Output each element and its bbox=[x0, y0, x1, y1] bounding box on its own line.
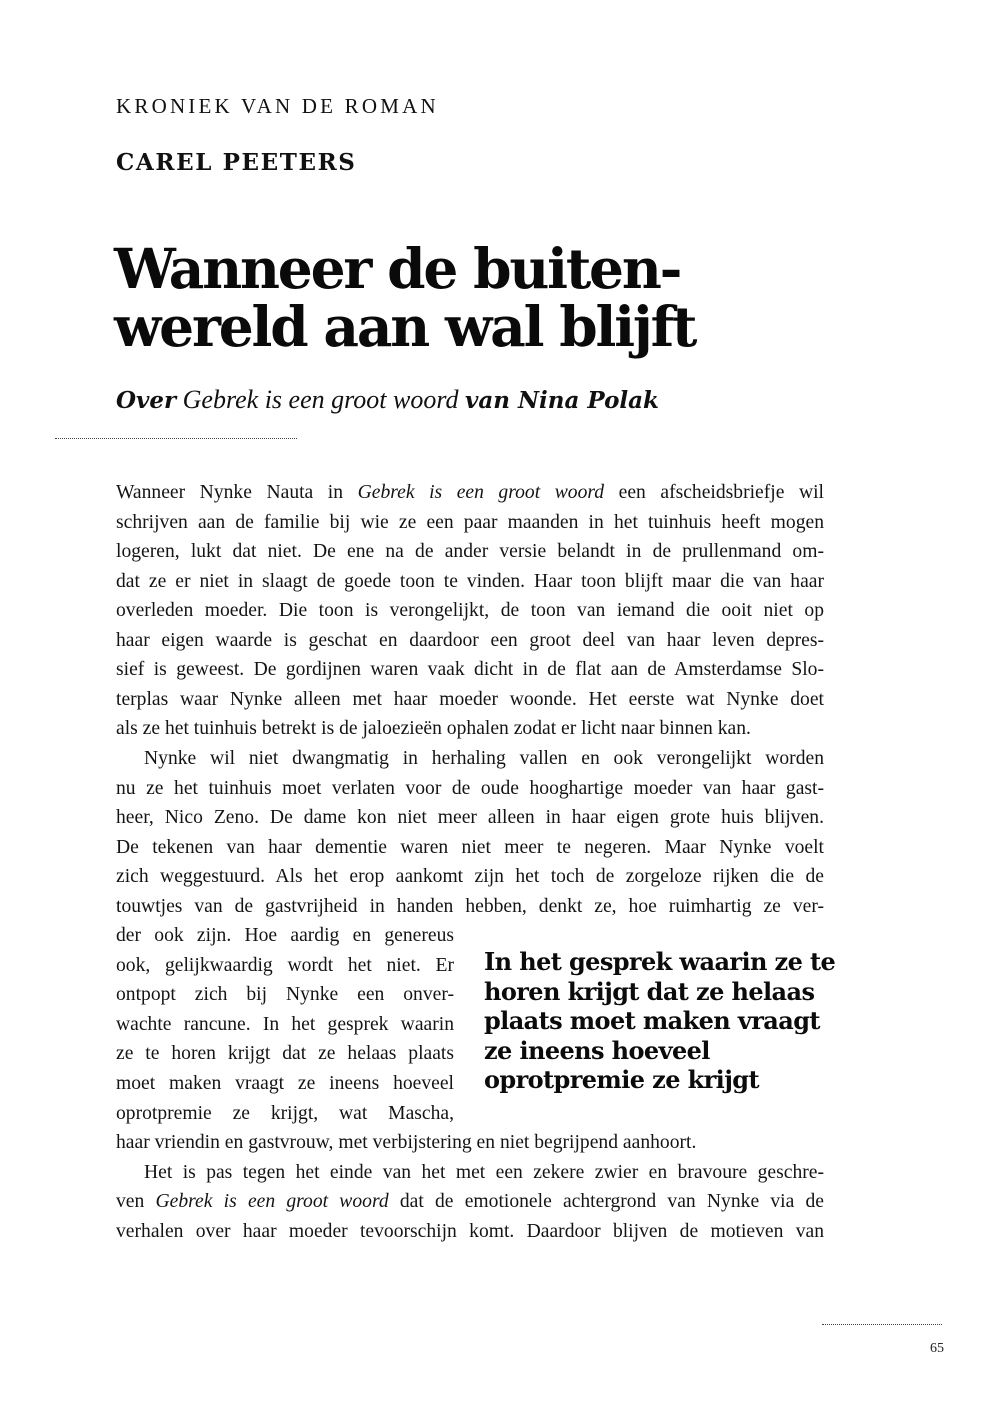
body-line bbox=[116, 774, 824, 804]
body-text-run: der ook zijn. Hoe aardig en genereus bbox=[116, 925, 454, 947]
body-line bbox=[116, 892, 824, 922]
body-text-run: Wanneer Nynke Nauta in bbox=[116, 482, 358, 503]
body-line bbox=[116, 567, 824, 597]
pull-quote-line: ze ineens hoeveel bbox=[484, 1035, 710, 1065]
body-text-run: dat ze er niet in slaagt de goede toon te vinden. Haar toon blijft maar die van haar bbox=[116, 570, 824, 592]
pull-quote-line: In het gesprek waarin ze te bbox=[484, 947, 836, 976]
body-line bbox=[116, 1069, 454, 1099]
body-text-run: terplas waar Nynke alleen met haar moeder woonde. Het eerste wat Nynke doet bbox=[116, 688, 824, 710]
body-text-run: overleden moeder. Die toon is verongelijkt, de toon van iemand die ooit niet op bbox=[116, 600, 824, 622]
body-line bbox=[116, 1099, 454, 1129]
body-line bbox=[116, 508, 824, 538]
body-line bbox=[116, 1128, 824, 1158]
body-text-run: ze te horen krijgt dat ze helaas plaats bbox=[116, 1043, 454, 1065]
body-text-run: haar vriendin en gastvrouw, met verbijstering en niet begrijpend aanhoort. bbox=[116, 1132, 697, 1154]
body-line bbox=[116, 951, 454, 981]
pull-quote bbox=[484, 947, 864, 1095]
body-line bbox=[116, 980, 454, 1010]
body-line bbox=[116, 1010, 454, 1040]
body-text-run: als ze het tuinhuis betrekt is de jaloezieën ophalen zodat er licht naar binnen kan. bbox=[116, 718, 751, 740]
body-text-run: dat de emotionele achtergrond van Nynke via de bbox=[388, 1191, 824, 1213]
body-text-run: ook, gelijkwaardig wordt het niet. Er bbox=[116, 954, 454, 976]
body-line bbox=[116, 685, 824, 715]
book-title-italic: Gebrek is een groot woord bbox=[357, 482, 605, 503]
body-text-run: sief is geweest. De gordijnen waren vaak dicht in de flat aan de Amsterdamse Slo- bbox=[116, 659, 824, 681]
author-name: CAREL PEETERS bbox=[116, 149, 357, 176]
body-text-run: zich weggestuurd. Als het erop aankomt zijn het toch de zorgeloze rijken die de bbox=[116, 866, 824, 888]
body-text-run: ven bbox=[116, 1191, 156, 1213]
pull-quote-line: oprotpremie ze krijgt bbox=[484, 1065, 759, 1095]
body-line bbox=[116, 1217, 824, 1247]
dotted-divider-footer bbox=[822, 1324, 942, 1325]
subtitle-book-title: Gebrek is een groot woord bbox=[182, 385, 459, 414]
body-line bbox=[116, 1187, 824, 1217]
pull-quote-line: plaats moet maken vraagt bbox=[484, 1006, 820, 1036]
dotted-divider bbox=[55, 438, 297, 439]
body-text-run: haar eigen waarde is geschat en daardoor een groot deel van haar leven depres- bbox=[116, 629, 824, 651]
body-text-run: ontpopt zich bij Nynke een onver- bbox=[116, 984, 454, 1006]
body-text-run: nu ze het tuinhuis moet verlaten voor de oude hooghartige moeder van haar gast- bbox=[116, 777, 824, 799]
body-text-run: heer, Nico Zeno. De dame kon niet meer alleen in haar eigen grote huis blijven. bbox=[116, 807, 824, 829]
body-text-run: verhalen over haar moeder tevoorschijn komt. Daardoor blijven de motieven van bbox=[116, 1220, 824, 1242]
body-text-run: schrijven aan de familie bij wie ze een paar maanden in het tuinhuis heeft mogen bbox=[116, 511, 824, 533]
body-line bbox=[116, 596, 824, 626]
subtitle-prefix: Over bbox=[116, 387, 177, 414]
body-text-run: een afscheidsbriefje wil bbox=[604, 482, 824, 503]
body-line bbox=[116, 744, 824, 774]
body-line bbox=[116, 1039, 454, 1069]
section-label: KRONIEK VAN DE ROMAN bbox=[116, 94, 439, 118]
body-line bbox=[116, 803, 824, 833]
article-subtitle bbox=[116, 385, 659, 415]
body-line bbox=[116, 626, 824, 656]
body-line bbox=[116, 537, 824, 567]
headline-line: wereld aan wal blijft bbox=[114, 294, 696, 359]
body-line bbox=[116, 862, 824, 892]
body-text-run: touwtjes van de gastvrijheid in handen hebben, denkt ze, hoe ruimhartig ze ver- bbox=[116, 895, 824, 917]
body-line bbox=[116, 714, 824, 744]
article-headline bbox=[114, 236, 696, 359]
body-text-run: wachte rancune. In het gesprek waarin bbox=[116, 1013, 454, 1035]
page-number: 65 bbox=[930, 1341, 944, 1356]
body-text-run: oprotpremie ze krijgt, wat Mascha, bbox=[116, 1102, 454, 1124]
body-line bbox=[116, 1158, 824, 1188]
pull-quote-line: horen krijgt dat ze helaas bbox=[484, 976, 815, 1006]
body-text-run: moet maken vraagt ze ineens hoeveel bbox=[116, 1073, 454, 1094]
body-line bbox=[116, 655, 824, 685]
body-line bbox=[116, 921, 454, 951]
headline-line: Wanneer de buiten- bbox=[114, 236, 681, 301]
body-text-run: Het is pas tegen het einde van het met een zekere zwier en bravoure geschre- bbox=[144, 1161, 824, 1183]
book-title-italic: Gebrek is een groot woord bbox=[155, 1191, 389, 1213]
body-text-run: Nynke wil niet dwangmatig in herhaling vallen en ook verongelijkt worden bbox=[144, 747, 824, 769]
body-text-run: logeren, lukt dat niet. De ene na de ander versie belandt in de prullenmand om- bbox=[116, 541, 824, 563]
body-line bbox=[116, 478, 824, 508]
subtitle-suffix: van Nina Polak bbox=[465, 387, 659, 414]
body-text-run: De tekenen van haar dementie waren niet meer te negeren. Maar Nynke voelt bbox=[116, 836, 824, 858]
body-line bbox=[116, 833, 824, 863]
